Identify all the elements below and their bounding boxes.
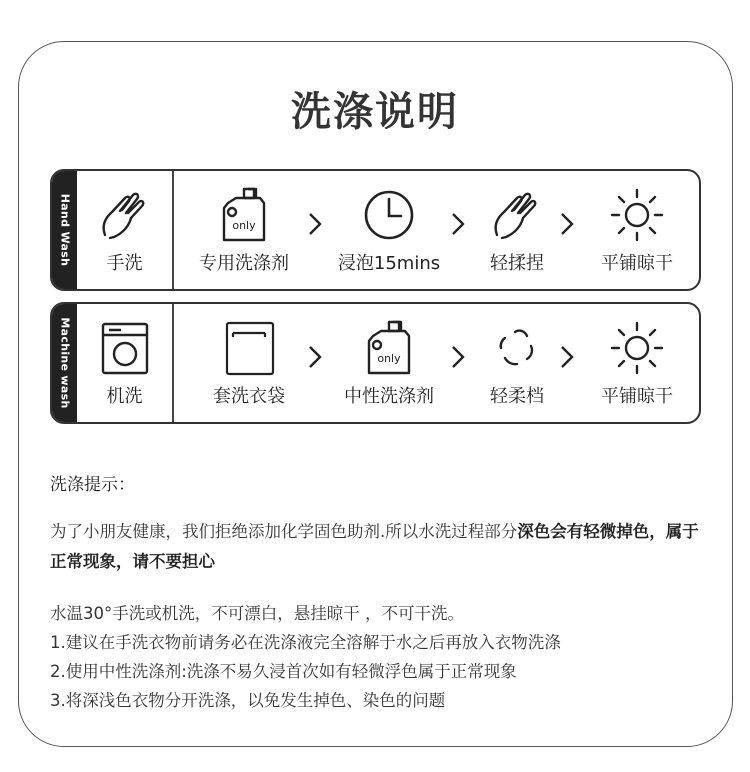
machine-step-detergent [327, 304, 451, 422]
tips-line: 1.建议在手洗衣物前请务必在洗涤液完全溶解于水之后再放入衣物洗涤 [50, 633, 561, 652]
washing-tips [50, 470, 710, 715]
chevron-right-icon [557, 342, 577, 372]
machine-wash-tag: Machine wash [52, 304, 77, 422]
hand-icon [487, 185, 547, 245]
chevron-right-icon [557, 209, 577, 239]
machine-step-bag [184, 304, 314, 422]
hand-step-detergent [184, 171, 304, 289]
hand-step-soak-label: 浸泡15mins [337, 253, 441, 274]
chevron-right-icon [448, 342, 468, 372]
page-title: 洗涤说明 [291, 89, 459, 135]
machine-step-dry [582, 304, 692, 422]
hand-wash-mode [77, 171, 172, 289]
row-divider [172, 171, 174, 289]
hand-step-dry-label: 平铺晾干 [601, 253, 673, 274]
hand-wash-mode-label: 手洗 [106, 253, 143, 274]
machine-step-detergent-label: 中性洗涤剂 [344, 386, 434, 407]
machine-step-dry-label: 平铺晾干 [601, 386, 673, 407]
hand-icon [95, 185, 155, 245]
machine-step-bag-label: 套洗衣袋 [213, 386, 285, 407]
tips-heading: 洗涤提示： [50, 475, 135, 495]
hand-step-knead-label: 轻揉捏 [490, 253, 544, 274]
svg-text:only: only [232, 219, 256, 232]
tips-line: 水温30°手洗或机洗，不可漂白，悬挂晾干 ，不可干洗。 [50, 604, 464, 623]
svg-text:only: only [377, 352, 401, 365]
machine-step-gentle-label: 轻柔档 [490, 386, 544, 407]
sun-icon [607, 185, 667, 245]
chevron-right-icon [448, 209, 468, 239]
chevron-right-icon [305, 342, 325, 372]
hand-step-soak [327, 171, 451, 289]
sun-icon [607, 318, 667, 378]
hand-step-dry [582, 171, 692, 289]
machine-wash-mode-label: 机洗 [106, 386, 143, 407]
tips-intro: 为了小朋友健康，我们拒绝添加化学固色助剂.所以水洗过程部分深色会有轻微掉色，属于正常现象，请不要担心 [50, 522, 699, 571]
detergent-bottle-icon [216, 185, 272, 245]
washing-machine-icon [95, 318, 155, 378]
gentle-cycle-icon [487, 318, 547, 378]
laundry-bag-icon [219, 318, 279, 378]
machine-wash-mode [77, 304, 172, 422]
tips-line: 2.使用中性洗涤剂:洗涤不易久浸首次如有轻微浮色属于正常现象 [50, 662, 517, 681]
detergent-bottle-icon [361, 318, 417, 378]
hand-step-knead [472, 171, 562, 289]
row-divider [172, 304, 174, 422]
hand-wash-tag: Hand Wash [52, 171, 77, 289]
hand-wash-row [50, 169, 701, 291]
hand-step-detergent-label: 专用洗涤剂 [199, 253, 289, 274]
tips-intro-emphasis: 深色会有轻微掉色，属于正常现象，请不要担心 [50, 522, 699, 571]
machine-wash-row [50, 302, 701, 424]
clock-icon [359, 185, 419, 245]
chevron-right-icon [305, 209, 325, 239]
tips-line: 3.将深浅色衣物分开洗涤，以免发生掉色、染色的问题 [50, 691, 446, 710]
machine-step-gentle [472, 304, 562, 422]
